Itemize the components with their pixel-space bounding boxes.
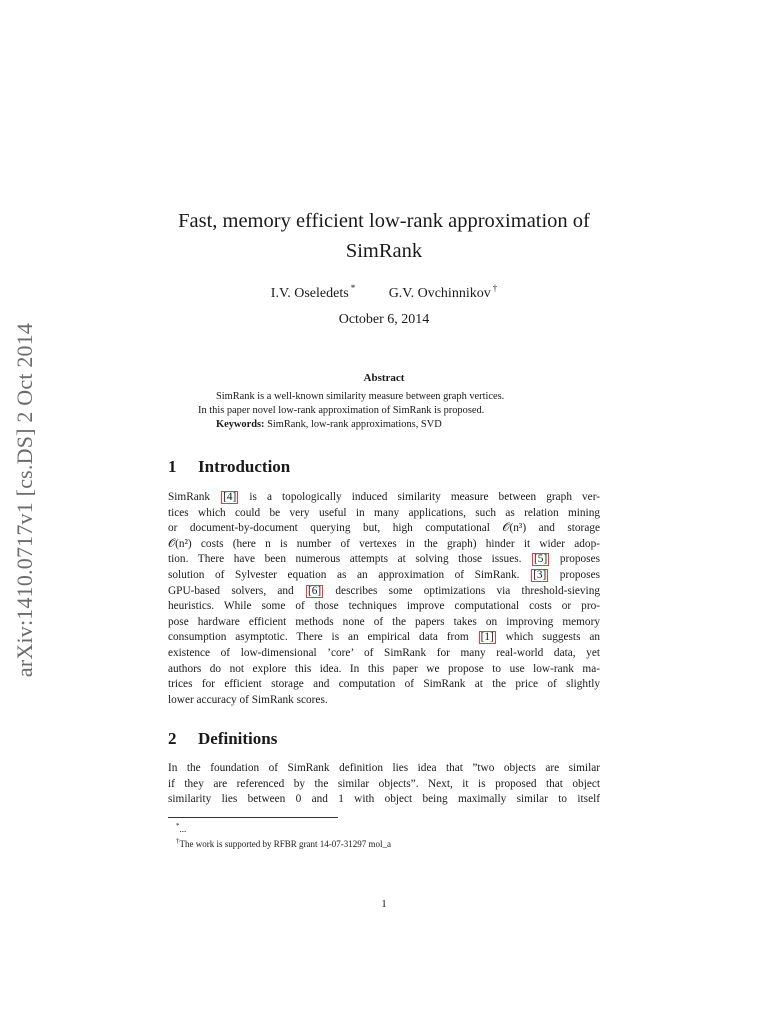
- introduction-text: 𝒪(n²) costs (here n is number of vertexes in the graph) hinder it wider adop-: [168, 537, 600, 550]
- footnote-1-text: ...: [179, 824, 187, 834]
- footnotes: [176, 820, 391, 850]
- title-line-2: SimRank: [345, 240, 423, 262]
- citation-link[interactable]: [1]: [480, 631, 494, 644]
- definitions-line: if they are referenced by the similar objects”. Next, it is proposed that object: [168, 777, 600, 790]
- introduction-line: [168, 568, 600, 584]
- author-list: [168, 279, 600, 303]
- abstract-keywords: [198, 418, 570, 432]
- introduction-line: [168, 521, 600, 537]
- introduction-line: [168, 584, 600, 600]
- abstract-heading: Abstract: [363, 372, 405, 384]
- introduction-text: existence of low-dimensional ’core’ of SimRank for many real-world data, yet: [168, 646, 600, 659]
- introduction-text: tion. There have been numerous attempts at solving those issues.: [168, 553, 532, 566]
- page-number: 1: [381, 898, 387, 910]
- introduction-text: lower accuracy of SimRank scores.: [168, 693, 328, 706]
- introduction-text: is a topologically induced similarity measure between graph ver-: [239, 491, 600, 503]
- introduction-line: [168, 693, 600, 709]
- paper-date: October 6, 2014: [338, 312, 430, 327]
- introduction-text: or document-by-document querying but, high computational 𝒪(n³) and storage: [168, 522, 600, 535]
- definitions-line: In the foundation of SimRank definition lies idea that ”two objects are similar: [168, 762, 600, 774]
- abstract-body: [198, 390, 570, 432]
- introduction-text: describes some optimizations via threshold-sieving: [324, 584, 600, 597]
- citation-link[interactable]: [6]: [307, 584, 322, 597]
- citation-link[interactable]: [4]: [223, 491, 237, 503]
- title-line-1: Fast, memory efficient low-rank approximation of: [178, 210, 590, 232]
- introduction-text: heuristics. While some of those techniques improve computational costs or pro-: [168, 600, 600, 613]
- introduction-text: GPU-based solvers, and: [168, 584, 305, 597]
- introduction-line: [168, 552, 600, 568]
- citation-link[interactable]: [3]: [533, 568, 547, 581]
- footnote-2: [176, 835, 391, 850]
- paper-title: [168, 206, 600, 266]
- section-2-number: 2: [168, 729, 177, 748]
- introduction-text: solution of Sylvester equation as an approximation of SimRank.: [168, 568, 531, 581]
- introduction-line: [168, 490, 600, 506]
- introduction-line: [168, 506, 600, 522]
- author-2-name: G.V. Ovchinnikov: [388, 285, 491, 301]
- footnote-1: [176, 820, 391, 835]
- introduction-line: [168, 662, 600, 678]
- introduction-text: proposes: [550, 553, 600, 566]
- author-2: [388, 283, 498, 301]
- citation-link[interactable]: [5]: [534, 553, 548, 566]
- section-2-heading: [168, 729, 277, 749]
- introduction-line: [168, 599, 600, 615]
- introduction-text: which suggests an: [496, 631, 601, 644]
- introduction-line: [168, 615, 600, 631]
- introduction-text: pose hardware efficient methods none of the papers takes on improving memory: [168, 615, 600, 628]
- footnote-rule: [168, 817, 338, 818]
- author-2-mark: †: [492, 283, 498, 293]
- introduction-text: SimRank: [168, 491, 221, 503]
- definitions-line: similarity lies between 0 and 1 with object being maximally similar to itself: [168, 793, 600, 806]
- arxiv-identifier-text: arXiv:1410.0717v1 [cs.DS] 2 Oct 2014: [12, 322, 37, 678]
- introduction-line: [168, 646, 600, 662]
- introduction-paragraph: [168, 490, 600, 708]
- section-2-title: Definitions: [198, 729, 278, 748]
- introduction-text: proposes: [549, 568, 600, 581]
- section-1-number: 1: [168, 457, 177, 476]
- introduction-line: [168, 677, 600, 693]
- definitions-paragraph: [168, 761, 600, 808]
- keywords-label: Keywords:: [216, 419, 265, 430]
- author-1-mark: *: [350, 283, 356, 293]
- abstract-line-1: SimRank is a well-known similarity measure between graph vertices.: [216, 391, 505, 402]
- introduction-text: consumption asymptotic. There is an empirical data from: [168, 631, 478, 644]
- author-1: [270, 283, 356, 301]
- introduction-text: authors do not explore this idea. In this paper we propose to use low-rank ma-: [168, 662, 600, 675]
- introduction-line: [168, 630, 600, 646]
- abstract-line-2: In this paper novel low-rank approximation of SimRank is proposed.: [198, 405, 485, 416]
- section-1-heading: [168, 457, 290, 477]
- section-1-title: Introduction: [198, 457, 291, 476]
- introduction-text: tices which could be very useful in many applications, such as relation mining: [168, 506, 600, 519]
- footnote-1-mark: *: [176, 822, 180, 830]
- keywords-text: SimRank, low-rank approximations, SVD: [267, 419, 442, 430]
- footnote-2-mark: †: [176, 837, 180, 845]
- introduction-line: [168, 537, 600, 553]
- footnote-2-text: The work is supported by RFBR grant 14-07-31297 mol_a: [179, 839, 391, 849]
- author-1-name: I.V. Oseledets: [270, 285, 349, 301]
- introduction-text: trices for efficient storage and computation of SimRank at the price of slightly: [168, 678, 600, 691]
